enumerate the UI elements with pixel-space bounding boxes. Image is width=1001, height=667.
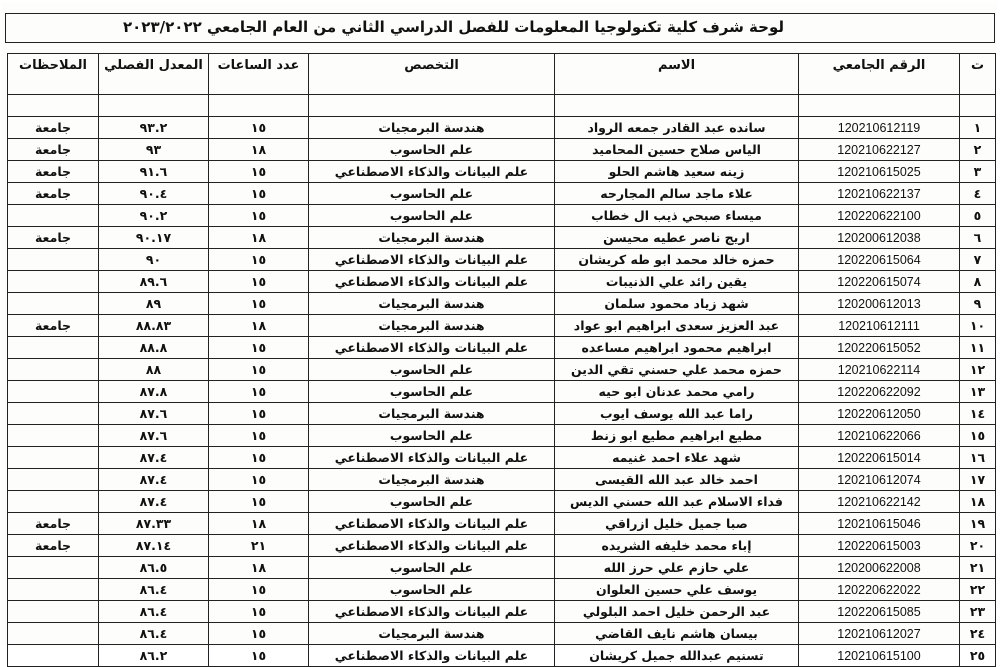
cell-note: [8, 271, 99, 293]
cell-num: ١٠: [960, 315, 996, 337]
cell-id: 120200612013: [799, 293, 960, 315]
cell-hours: ١٥: [209, 623, 309, 645]
cell-hours: ١٥: [209, 183, 309, 205]
cell-major: علم البيانات والذكاء الاصطناعي: [309, 601, 555, 623]
cell-major: علم البيانات والذكاء الاصطناعي: [309, 337, 555, 359]
header-hours: عدد الساعات: [209, 54, 309, 95]
cell-note: [8, 403, 99, 425]
cell-major: علم الحاسوب: [309, 359, 555, 381]
cell-note: [8, 447, 99, 469]
cell-num: ٦: [960, 227, 996, 249]
cell-name: زينه سعيد هاشم الحلو: [555, 161, 799, 183]
table-body: [8, 117, 996, 667]
cell-name: حمزه خالد محمد ابو طه كريشان: [555, 249, 799, 271]
cell-note: [8, 557, 99, 579]
cell-hours: ١٥: [209, 645, 309, 667]
table-row: [8, 557, 996, 579]
cell-hours: ١٥: [209, 425, 309, 447]
cell-avg: ٨٨: [99, 359, 209, 381]
cell-avg: ٨٧.٨: [99, 381, 209, 403]
cell-num: ٢٥: [960, 645, 996, 667]
cell-major: علم البيانات والذكاء الاصطناعي: [309, 249, 555, 271]
cell-name: علاء ماجد سالم المجارحه: [555, 183, 799, 205]
cell-hours: ١٥: [209, 447, 309, 469]
cell-id: 120220615003: [799, 535, 960, 557]
cell-id: 120210615025: [799, 161, 960, 183]
cell-note: [8, 579, 99, 601]
cell-major: علم البيانات والذكاء الاصطناعي: [309, 447, 555, 469]
cell-id: 120210622066: [799, 425, 960, 447]
cell-hours: ١٥: [209, 469, 309, 491]
cell-name: يوسف علي حسين العلوان: [555, 579, 799, 601]
table-row: [8, 469, 996, 491]
cell-num: ٥: [960, 205, 996, 227]
cell-note: جامعة: [8, 535, 99, 557]
cell-num: ٢٣: [960, 601, 996, 623]
cell-name: إباء محمد خليفه الشريده: [555, 535, 799, 557]
document-title: لوحة شرف كلية تكنولوجيا المعلومات للفصل الدراسي الثاني من العام الجامعي ٢٠٢٣/٢٠٢٢: [123, 18, 784, 36]
cell-avg: ٨٧.٤: [99, 447, 209, 469]
cell-hours: ١٨: [209, 315, 309, 337]
header-name: الاسم: [555, 54, 799, 95]
cell-name: ابراهيم محمود ابراهيم مساعده: [555, 337, 799, 359]
cell-avg: ٨٦.٤: [99, 623, 209, 645]
cell-major: علم الحاسوب: [309, 183, 555, 205]
cell-major: علم الحاسوب: [309, 557, 555, 579]
cell-major: هندسة البرمجيات: [309, 315, 555, 337]
cell-num: ٣: [960, 161, 996, 183]
cell-name: حمزه محمد علي حسني تقي الدين: [555, 359, 799, 381]
table-row: [8, 601, 996, 623]
cell-avg: ٩٠.٢: [99, 205, 209, 227]
cell-note: جامعة: [8, 161, 99, 183]
cell-hours: ١٥: [209, 161, 309, 183]
cell-hours: ١٥: [209, 337, 309, 359]
cell-major: علم الحاسوب: [309, 425, 555, 447]
cell-id: 120210612074: [799, 469, 960, 491]
cell-avg: ٨٧.٤: [99, 469, 209, 491]
table-row: [8, 117, 996, 139]
cell-major: علم البيانات والذكاء الاصطناعي: [309, 271, 555, 293]
cell-name: علي حازم علي حرز الله: [555, 557, 799, 579]
cell-name: بيسان هاشم نايف القاضي: [555, 623, 799, 645]
table-row: [8, 579, 996, 601]
cell-note: [8, 645, 99, 667]
cell-avg: ٩١.٦: [99, 161, 209, 183]
cell-hours: ١٥: [209, 359, 309, 381]
cell-note: جامعة: [8, 139, 99, 161]
cell-name: شهد علاء احمد غنيمه: [555, 447, 799, 469]
cell-id: 120220622092: [799, 381, 960, 403]
cell-major: علم الحاسوب: [309, 139, 555, 161]
cell-avg: ٨٦.٤: [99, 601, 209, 623]
cell-hours: ١٥: [209, 271, 309, 293]
cell-id: 120210615046: [799, 513, 960, 535]
cell-num: ١٧: [960, 469, 996, 491]
table-row: [8, 645, 996, 667]
table-row: [8, 139, 996, 161]
document-sheet: [2, 3, 997, 663]
cell-id: 120220615052: [799, 337, 960, 359]
cell-major: علم البيانات والذكاء الاصطناعي: [309, 513, 555, 535]
cell-avg: ٩٣: [99, 139, 209, 161]
cell-hours: ١٥: [209, 601, 309, 623]
header-row: [8, 54, 996, 95]
cell-num: ٢٠: [960, 535, 996, 557]
cell-id: 120220615064: [799, 249, 960, 271]
cell-name: سانده عبد القادر جمعه الرواد: [555, 117, 799, 139]
cell-hours: ١٨: [209, 139, 309, 161]
cell-hours: ١٥: [209, 491, 309, 513]
cell-num: ٨: [960, 271, 996, 293]
cell-hours: ١٨: [209, 557, 309, 579]
cell-id: 120200612038: [799, 227, 960, 249]
cell-note: [8, 293, 99, 315]
cell-name: احمد خالد عبد الله القيسى: [555, 469, 799, 491]
table-row: [8, 425, 996, 447]
cell-num: ٢٤: [960, 623, 996, 645]
table-row: [8, 205, 996, 227]
cell-hours: ١٥: [209, 579, 309, 601]
cell-name: فداء الاسلام عبد الله حسني الديس: [555, 491, 799, 513]
cell-name: عبد العزيز سعدى ابراهيم ابو عواد: [555, 315, 799, 337]
table-row: [8, 271, 996, 293]
cell-num: ١٣: [960, 381, 996, 403]
table-row: [8, 293, 996, 315]
cell-major: هندسة البرمجيات: [309, 117, 555, 139]
table-row: [8, 447, 996, 469]
cell-note: [8, 205, 99, 227]
cell-avg: ٨٨.٨٣: [99, 315, 209, 337]
table-row: [8, 227, 996, 249]
header-major: التخصص: [309, 54, 555, 95]
cell-avg: ٨٧.٦: [99, 425, 209, 447]
header-notes: الملاحظات: [8, 54, 99, 95]
cell-major: هندسة البرمجيات: [309, 227, 555, 249]
title-box: [5, 13, 995, 43]
cell-num: ٧: [960, 249, 996, 271]
cell-avg: ٨٨.٨: [99, 337, 209, 359]
cell-avg: ٨٩: [99, 293, 209, 315]
cell-name: رامي محمد عدنان ابو حيه: [555, 381, 799, 403]
cell-num: ١٩: [960, 513, 996, 535]
cell-name: الياس صلاح حسين المحاميد: [555, 139, 799, 161]
cell-major: هندسة البرمجيات: [309, 293, 555, 315]
table-row: [8, 249, 996, 271]
header-spacer: [8, 95, 996, 117]
cell-name: اريج ناصر عطيه محيسن: [555, 227, 799, 249]
honor-roll-table: [7, 53, 996, 667]
cell-num: ١٤: [960, 403, 996, 425]
cell-num: ٢١: [960, 557, 996, 579]
cell-note: جامعة: [8, 315, 99, 337]
cell-id: 120210622127: [799, 139, 960, 161]
cell-id: 120210622142: [799, 491, 960, 513]
cell-num: ١١: [960, 337, 996, 359]
cell-hours: ١٥: [209, 381, 309, 403]
cell-hours: ١٨: [209, 227, 309, 249]
table-row: [8, 359, 996, 381]
table-row: [8, 337, 996, 359]
table-row: [8, 513, 996, 535]
cell-avg: ٨٦.٥: [99, 557, 209, 579]
cell-note: [8, 491, 99, 513]
cell-note: [8, 337, 99, 359]
cell-avg: ٨٦.٤: [99, 579, 209, 601]
table-row: [8, 535, 996, 557]
cell-id: 120210622137: [799, 183, 960, 205]
cell-hours: ١٥: [209, 205, 309, 227]
cell-avg: ٩٠: [99, 249, 209, 271]
cell-avg: ٨٧.٣٣: [99, 513, 209, 535]
cell-hours: ١٨: [209, 513, 309, 535]
table-row: [8, 403, 996, 425]
header-id: الرقم الجامعي: [799, 54, 960, 95]
cell-id: 120220615014: [799, 447, 960, 469]
cell-num: ١٨: [960, 491, 996, 513]
cell-name: مطيع ابراهيم مطيع ابو زنط: [555, 425, 799, 447]
cell-id: 120210615100: [799, 645, 960, 667]
cell-id: 120210622114: [799, 359, 960, 381]
cell-note: [8, 381, 99, 403]
cell-hours: ١٥: [209, 249, 309, 271]
cell-name: يقين رائد علي الذنيبات: [555, 271, 799, 293]
cell-major: علم البيانات والذكاء الاصطناعي: [309, 535, 555, 557]
cell-name: عبد الرحمن خليل احمد البلولي: [555, 601, 799, 623]
cell-avg: ٩٣.٢: [99, 117, 209, 139]
cell-id: 120220622100: [799, 205, 960, 227]
cell-id: 120220615074: [799, 271, 960, 293]
cell-name: تسنيم عبدالله جميل كريشان: [555, 645, 799, 667]
cell-name: ميساء صبحي ذيب ال خطاب: [555, 205, 799, 227]
cell-avg: ٩٠.١٧: [99, 227, 209, 249]
cell-num: ١٦: [960, 447, 996, 469]
table-row: [8, 315, 996, 337]
cell-avg: ٨٧.١٤: [99, 535, 209, 557]
cell-hours: ١٥: [209, 117, 309, 139]
cell-hours: ٢١: [209, 535, 309, 557]
cell-avg: ٨٧.٤: [99, 491, 209, 513]
cell-major: علم الحاسوب: [309, 491, 555, 513]
cell-num: ٢: [960, 139, 996, 161]
header-avg: المعدل الفصلي: [99, 54, 209, 95]
cell-num: ٩: [960, 293, 996, 315]
cell-id: 120220615085: [799, 601, 960, 623]
cell-hours: ١٥: [209, 293, 309, 315]
header-num: ت: [960, 54, 996, 95]
cell-major: علم البيانات والذكاء الاصطناعي: [309, 645, 555, 667]
cell-major: علم الحاسوب: [309, 381, 555, 403]
cell-avg: ٨٧.٦: [99, 403, 209, 425]
cell-num: ١٥: [960, 425, 996, 447]
cell-avg: ٨٩.٦: [99, 271, 209, 293]
cell-num: ١٢: [960, 359, 996, 381]
cell-note: جامعة: [8, 227, 99, 249]
cell-id: 120200622008: [799, 557, 960, 579]
cell-major: هندسة البرمجيات: [309, 623, 555, 645]
cell-id: 120210612027: [799, 623, 960, 645]
cell-note: [8, 469, 99, 491]
cell-num: ٢٢: [960, 579, 996, 601]
cell-id: 120220622022: [799, 579, 960, 601]
cell-note: جامعة: [8, 513, 99, 535]
cell-id: 120210612111: [799, 315, 960, 337]
cell-note: [8, 425, 99, 447]
cell-name: شهد زياد محمود سلمان: [555, 293, 799, 315]
table-row: [8, 161, 996, 183]
cell-major: هندسة البرمجيات: [309, 469, 555, 491]
cell-major: علم الحاسوب: [309, 579, 555, 601]
cell-note: جامعة: [8, 183, 99, 205]
cell-num: ٤: [960, 183, 996, 205]
cell-name: صبا جميل خليل ازراقي: [555, 513, 799, 535]
cell-major: هندسة البرمجيات: [309, 403, 555, 425]
cell-avg: ٨٦.٢: [99, 645, 209, 667]
cell-id: 120210612119: [799, 117, 960, 139]
table-row: [8, 183, 996, 205]
table-row: [8, 491, 996, 513]
cell-id: 120220612050: [799, 403, 960, 425]
cell-note: جامعة: [8, 117, 99, 139]
cell-num: ١: [960, 117, 996, 139]
cell-major: علم البيانات والذكاء الاصطناعي: [309, 161, 555, 183]
cell-note: [8, 359, 99, 381]
cell-avg: ٩٠.٤: [99, 183, 209, 205]
table-row: [8, 381, 996, 403]
cell-note: [8, 249, 99, 271]
cell-name: راما عبد الله يوسف ايوب: [555, 403, 799, 425]
cell-note: [8, 623, 99, 645]
table-row: [8, 623, 996, 645]
cell-major: علم الحاسوب: [309, 205, 555, 227]
cell-note: [8, 601, 99, 623]
cell-hours: ١٥: [209, 403, 309, 425]
